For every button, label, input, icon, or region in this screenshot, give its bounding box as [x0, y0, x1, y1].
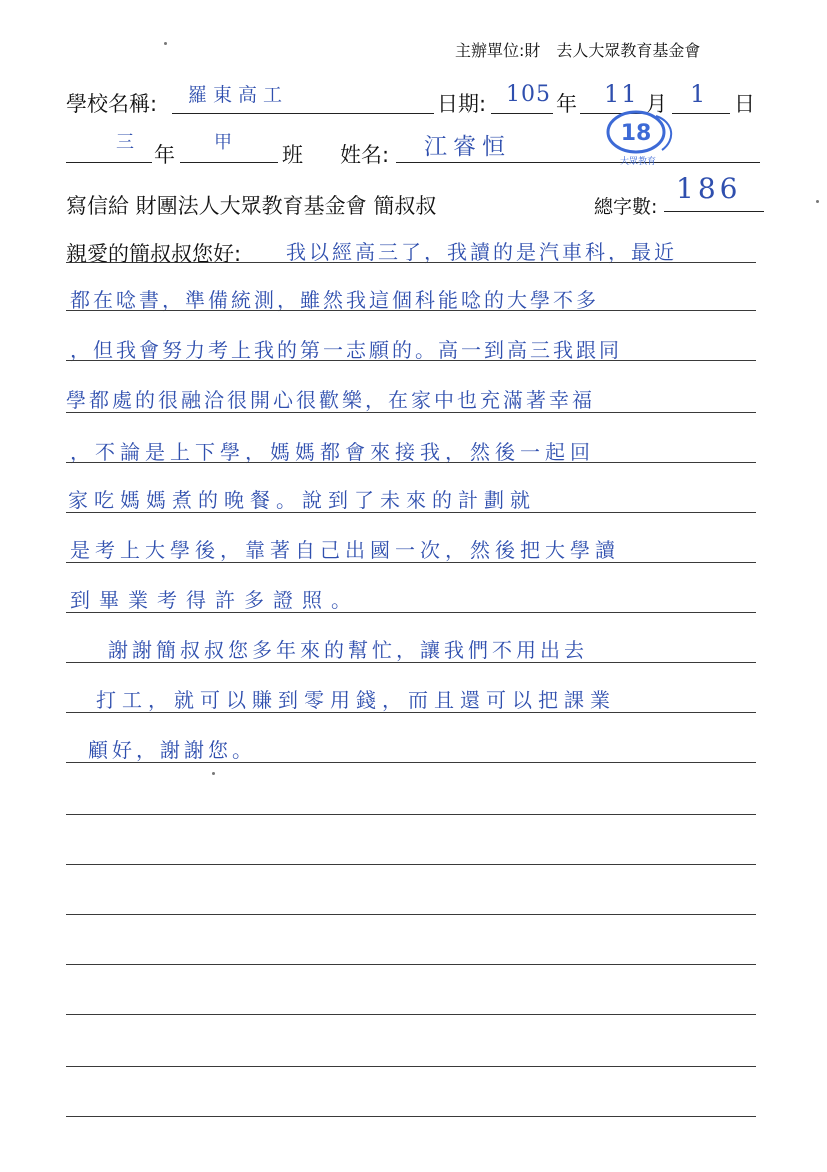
letter-line-10: 打工，就可以賺到零用錢，而且還可以把課業	[96, 688, 616, 712]
name-underline	[396, 162, 760, 163]
letter-line-7: 是考上大學後，靠著自己出國一次，然後把大學讀	[70, 538, 620, 562]
day-label: 日	[734, 92, 755, 116]
wordcount-label: 總字數:	[594, 196, 658, 218]
month-label: 月	[646, 92, 667, 116]
ruled-line-18	[66, 1116, 756, 1117]
letter-line-3: ，但我會努力考上我的第一志願的。高一到高三我跟同	[70, 338, 622, 362]
date-day-value: 1	[690, 80, 712, 108]
letter-line-8: 到畢業考得許多證照。	[70, 588, 360, 612]
day-underline	[672, 113, 730, 114]
scan-speck	[816, 200, 819, 203]
year-label: 年	[556, 92, 577, 116]
salutation: 親愛的簡叔叔您好:	[66, 242, 242, 266]
letter-line-4: 學都處的很融洽很開心很歡樂，在家中也充滿著幸福	[66, 388, 595, 412]
date-month-value: 11	[604, 80, 639, 108]
grade-value: 三	[116, 132, 140, 153]
ruled-line-5	[66, 462, 756, 463]
ruled-line-4	[66, 412, 756, 413]
ruled-line-17	[66, 1066, 756, 1067]
school-label: 學校名稱:	[66, 92, 158, 116]
class-underline	[180, 162, 278, 163]
ruled-line-10	[66, 712, 756, 713]
stamp-label: 18	[620, 121, 652, 146]
ruled-line-1	[66, 262, 756, 263]
year-underline	[491, 113, 553, 114]
ruled-line-13	[66, 864, 756, 865]
ruled-line-6	[66, 512, 756, 513]
grade-underline	[66, 162, 152, 163]
letter-line-11: 顧好，謝謝您。	[88, 738, 256, 762]
ruled-line-16	[66, 1014, 756, 1015]
date-label: 日期:	[437, 92, 487, 116]
foundation-stamp-icon	[604, 106, 678, 168]
class-value: 甲	[214, 132, 238, 153]
sponsor-suffix: 去人大眾教育基金會	[556, 41, 701, 60]
wordcount-value: 186	[676, 172, 742, 205]
ruled-line-15	[66, 964, 756, 965]
ruled-line-9	[66, 662, 756, 663]
grade-label: 年	[154, 143, 175, 167]
sponsor-header	[455, 38, 700, 61]
class-label: 班	[282, 143, 303, 167]
name-value: 江睿恒	[424, 134, 511, 160]
ruled-line-14	[66, 914, 756, 915]
ruled-line-11	[66, 762, 756, 763]
letter-line-9: 謝謝簡叔叔您多年來的幫忙，讓我們不用出去	[108, 638, 588, 662]
scan-speck	[164, 42, 167, 45]
letter-line-2: 都在唸書，準備統測，雖然我這個科能唸的大學不多	[70, 288, 599, 312]
ruled-line-2	[66, 310, 756, 311]
letter-line-6: 家吃媽媽煮的晚餐。說到了未來的計劃就	[68, 488, 536, 512]
school-underline	[172, 113, 434, 114]
scan-speck	[212, 772, 215, 775]
wordcount-underline	[664, 211, 764, 212]
sponsor-label: 主辦單位:財	[455, 41, 541, 60]
school-value: 羅東高工	[188, 84, 289, 106]
letter-line-1: 我以經高三了，我讀的是汽車科，最近	[286, 240, 677, 264]
name-label: 姓名:	[340, 143, 390, 167]
letter-line-5: ，不論是上下學，媽媽都會來接我，然後一起回	[70, 440, 595, 464]
stamp-caption: 大眾教育	[619, 157, 657, 167]
ruled-line-8	[66, 612, 756, 613]
ruled-line-7	[66, 562, 756, 563]
ruled-line-3	[66, 360, 756, 361]
date-year-value: 105	[506, 82, 551, 107]
ruled-line-12	[66, 814, 756, 815]
recipient-line: 寫信給 財團法人大眾教育基金會 簡叔叔	[66, 194, 437, 218]
